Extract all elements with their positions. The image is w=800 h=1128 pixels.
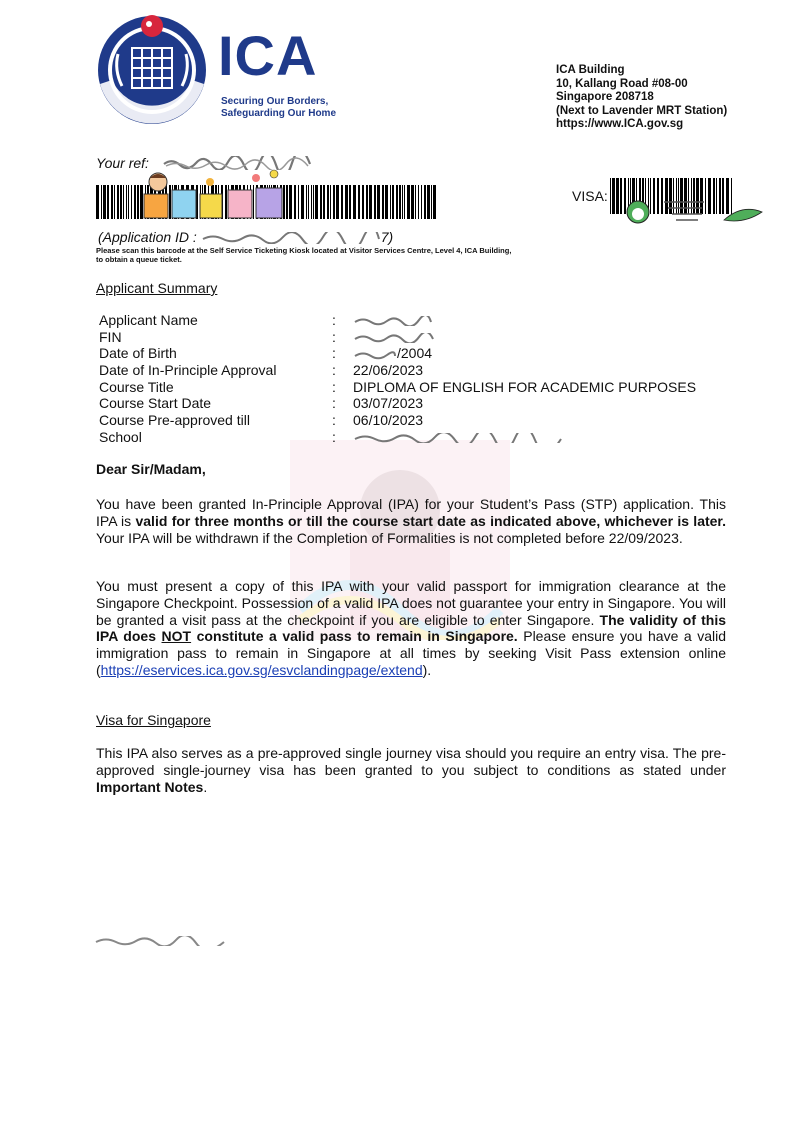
summary-label: Applicant Name <box>99 312 198 328</box>
summary-label: Date of In-Principle Approval <box>99 362 277 379</box>
address-line: 10, Kallang Road #08-00 <box>556 77 688 90</box>
application-id: (Application ID : 7) <box>98 229 393 245</box>
summary-label: FIN <box>99 328 122 345</box>
cartoon-sticker-decoration <box>624 194 764 228</box>
summary-label: School <box>99 428 142 445</box>
summary-label: Course Title <box>99 378 174 395</box>
your-ref-label: Your ref: <box>96 155 149 171</box>
summary-label: Course Start Date <box>99 395 212 412</box>
address-line: ICA Building <box>556 64 625 76</box>
summary-label: Date of Birth <box>99 345 177 362</box>
scan-instruction-note: Please scan this barcode at the Self Service Ticketing Kiosk located at Visitor Services Centre, Level 4, ICA Building, to obtain a queue ticket. <box>96 246 512 264</box>
salutation: Dear Sir/Madam, <box>96 461 206 477</box>
cartoon-sticker-decoration <box>138 168 288 222</box>
date-of-birth-value: /2004 <box>353 345 432 362</box>
summary-colon: : <box>332 345 336 362</box>
summary-colon: : <box>332 328 336 345</box>
visa-section-heading: Visa for Singapore <box>96 712 211 728</box>
redacted-fin <box>353 329 435 346</box>
summary-colon: : <box>332 428 336 445</box>
brand-tagline: Securing Our Borders, Safeguarding Our Home <box>221 96 337 119</box>
immigration-paragraph: You must present a copy of this IPA with your valid passport for immigration clearance at the Singapore Checkpoint. Possession of a valid IPA does not guarantee your entry in Singapore. You will be granted a visit pass at the checkpoint if you are eligible to enter Singapore. The validity of this IPA does NOT constitute a valid pass to remain in Singapore. Please ensure you have a valid immigration pass to remain in Singapore at all times by seeking Visit Pass extension online (https://eservices.ica.gov.sg/esvclandingpage/extend). <box>96 578 726 678</box>
summary-value: 03/07/2023 <box>353 395 424 412</box>
brand-wordmark: ICA <box>218 24 318 87</box>
address-line: Singapore 208718 <box>556 91 654 103</box>
redacted-school-name <box>353 429 563 446</box>
summary-label: Course Pre-approved till <box>99 412 250 429</box>
summary-colon: : <box>332 378 336 395</box>
approval-paragraph: You have been granted In-Principle Approval (IPA) for your Student’s Pass (STP) application. This IPA is valid for three months or till the course start date as indicated above, whichever is later. Your IPA will be withdrawn if the Completion of Formalities is not completed before 22/09/2023. <box>96 496 726 546</box>
applicant-summary-heading: Applicant Summary <box>96 280 218 296</box>
address-website-link[interactable]: https://www.ICA.gov.sg <box>556 118 684 130</box>
office-address <box>556 64 727 132</box>
visa-label: VISA: <box>572 188 608 204</box>
redacted-application-id <box>201 232 381 244</box>
summary-colon: : <box>332 395 336 412</box>
redacted-applicant-name <box>353 312 433 329</box>
summary-colon: : <box>332 412 336 429</box>
summary-value: 06/10/2023 <box>353 412 424 429</box>
address-line: (Next to Lavender MRT Station) <box>556 104 728 117</box>
visa-paragraph: This IPA also serves as a pre-approved single journey visa should you require an entry visa. The pre-approved single-journey visa has been granted to you subject to conditions as stated under Important Notes. <box>96 745 726 795</box>
summary-value: 22/06/2023 <box>353 362 424 379</box>
summary-colon: : <box>332 362 336 379</box>
visit-pass-extension-link[interactable]: https://eservices.ica.gov.sg/esvclandingpage/extend <box>100 661 423 678</box>
ica-seal-logo <box>96 14 208 126</box>
summary-value: DIPLOMA OF ENGLISH FOR ACADEMIC PURPOSES <box>353 378 697 395</box>
summary-colon: : <box>332 312 336 328</box>
redacted-footer-text <box>94 936 226 946</box>
